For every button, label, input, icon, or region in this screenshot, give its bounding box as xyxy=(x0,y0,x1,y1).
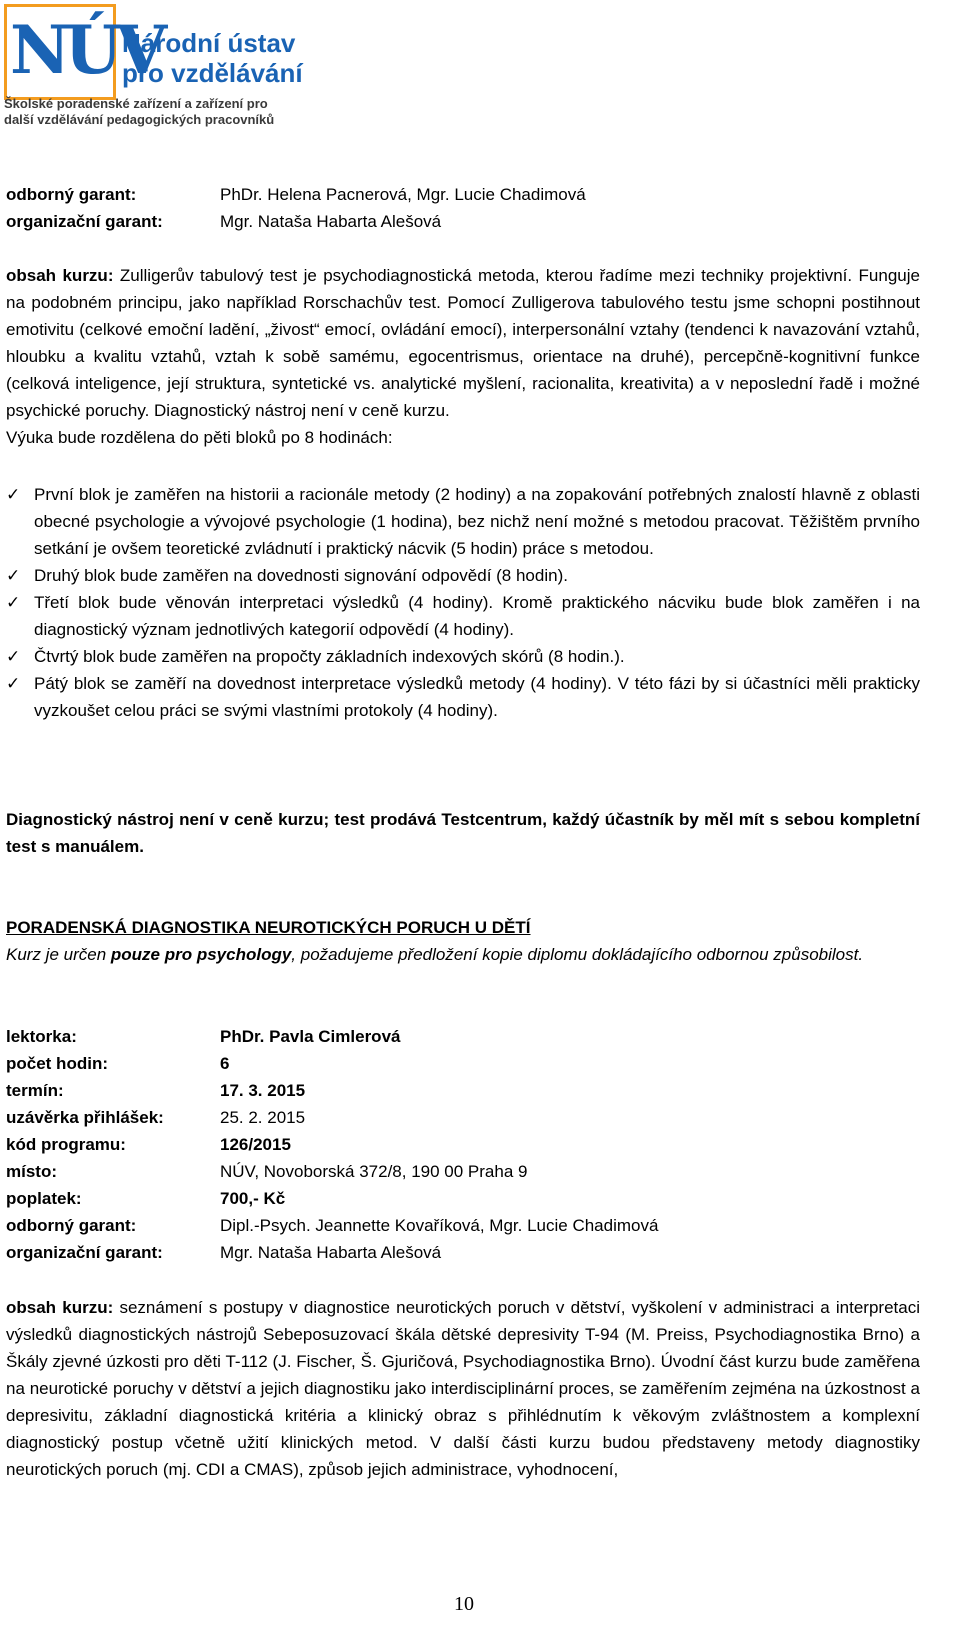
course1-division: Výuka bude rozdělena do pěti bloků po 8 hodinách: xyxy=(6,428,393,447)
content-text: seznámení s postupy v diagnostice neurotických poruch v dětství, vyškolení v administraci a interpretaci výsledků diagnostických nástrojů Sebeposuzovací škála dětské depresivity T-94 (M. Preiss, Psychodiagnostika Brno) a Škály zjevné úzkosti pro děti T-112 (J. Fischer, Š. Gjuričová, Psychodiagnostika Brno). Úvodní část kurzu bude zaměřena na neurotické poruchy v dětství a jejich diagnostiku jako interdisciplinární proces, se zaměřením zejména na úzkostnost a depresivitu, základní diagnostická kritéria a klinický obraz s přihlédnutím k věkovým zvláštnostem a komplexní diagnostický postup včetně užití klinických metod. V další části kurzu budou představeny metody diagnostiky neurotických poruch (mj. CDI a CMAS), způsob jejich administrace, vyhodnocení, xyxy=(6,1298,920,1479)
list-item xyxy=(6,589,920,643)
course2-intro xyxy=(6,941,920,968)
row-value: PhDr. Helena Pacnerová, Mgr. Lucie Chadimová xyxy=(220,185,586,204)
checkmark-icon: ✓ xyxy=(6,566,21,585)
row-label: organizační garant: xyxy=(6,212,163,231)
logo-title-line1: Národní ústav xyxy=(122,28,296,58)
row-value: NÚV, Novoborská 372/8, 190 00 Praha 9 xyxy=(220,1162,528,1181)
logo-title-line2: pro vzdělávání xyxy=(122,58,303,88)
course1-blocks-list xyxy=(6,481,920,724)
row-value: Mgr. Nataša Habarta Alešová xyxy=(220,1243,442,1262)
row-value: 6 xyxy=(220,1054,230,1073)
row-value: 25. 2. 2015 xyxy=(220,1108,306,1127)
intro-part-c: , požadujeme předložení kopie diplomu dokládajícího odbornou způsobilost. xyxy=(291,945,864,964)
logo-sub-line2: další vzdělávání pedagogických pracovníků xyxy=(4,112,275,127)
row-value: 17. 3. 2015 xyxy=(220,1081,306,1100)
list-item xyxy=(6,562,920,589)
list-item-text: Druhý blok bude zaměřen na dovednosti signování odpovědí (8 hodin). xyxy=(34,566,568,585)
intro-part-b: pouze pro psychology xyxy=(110,945,292,964)
row-value: PhDr. Pavla Cimlerová xyxy=(220,1027,401,1046)
logo-subtitle xyxy=(4,96,274,128)
logo-title xyxy=(122,28,303,88)
row-label: lektorka: xyxy=(6,1027,77,1046)
row-label: termín: xyxy=(6,1081,64,1100)
row-value: 700,- Kč xyxy=(220,1189,286,1208)
content-text: Zulligerův tabulový test je psychodiagnostická metoda, kterou řadíme mezi techniky projektivní. Funguje na podobném principu, jako například Rorschachův test. Pomocí Zulligerova tabulového testu jsme schopni postihnout emotivitu (celkové emoční ladění, „živost“ emocí, ovládání emocí), interpersonální vztahy (tendenci k navazování vztahů, hloubku a kvalitu vztahů, vztah k sobě samému, egocentrismus, orientace na druhé), percepčně-kognitivní funkce (celková inteligence, její struktura, syntetické vs. analytické myšlení, racionalita, kreativita) a v neposlední řadě i možné psychické poruchy. Diagnostický nástroj není v ceně kurzu. xyxy=(6,266,920,420)
content-label: obsah kurzu: xyxy=(6,1298,114,1317)
list-item xyxy=(6,670,920,724)
nuv-logo xyxy=(4,4,304,127)
row-label: počet hodin: xyxy=(6,1054,108,1073)
checkmark-icon: ✓ xyxy=(6,674,21,693)
checkmark-icon: ✓ xyxy=(6,593,21,612)
row-label: odborný garant: xyxy=(6,185,137,204)
content-label: obsah kurzu: xyxy=(6,266,114,285)
row-label: uzávěrka přihlášek: xyxy=(6,1108,164,1127)
course2-title: PORADENSKÁ DIAGNOSTIKA NEUROTICKÝCH PORUCH U DĚTÍ xyxy=(6,918,531,937)
course1-content xyxy=(6,262,920,451)
row-label: místo: xyxy=(6,1162,57,1181)
row-label: kód programu: xyxy=(6,1135,126,1154)
row-value: Dipl.-Psych. Jeannette Kovaříková, Mgr. Lucie Chadimová xyxy=(220,1216,659,1235)
row-label: odborný garant: xyxy=(6,1216,137,1235)
list-item-text: Třetí blok bude věnován interpretaci výsledků (4 hodiny). Kromě praktického nácviku bude blok zaměřen i na diagnostický význam jednotlivých kategorií odpovědí (4 hodiny). xyxy=(34,593,920,639)
list-item xyxy=(6,643,920,670)
row-value: 126/2015 xyxy=(220,1135,291,1154)
row-label: poplatek: xyxy=(6,1189,82,1208)
list-item-text: První blok je zaměřen na historii a racionále metody (2 hodiny) a na zopakování potřebných znalostí hlavně z oblasti obecné psychologie a vývojové psychologie (1 hodina), bez nichž není možné s metodou pracovat. Těžištěm prvního setkání je ovšem teoretické zvládnutí i praktický nácvik (5 hodin) práce s metodou. xyxy=(34,485,920,558)
row-value: Mgr. Nataša Habarta Alešová xyxy=(220,212,442,231)
course2-content xyxy=(6,1294,920,1483)
intro-part-a: Kurz je určen xyxy=(6,945,111,964)
list-item xyxy=(6,481,920,562)
course1-note: Diagnostický nástroj není v ceně kurzu; test prodává Testcentrum, každý účastník by měl mít s sebou kompletní test s manuálem. xyxy=(6,810,920,856)
logo-sub-line1: Školské poradenské zařízení a zařízení pro xyxy=(4,96,268,111)
checkmark-icon: ✓ xyxy=(6,485,21,504)
list-item-text: Čtvrtý blok bude zaměřen na propočty základních indexových skórů (8 hodin.). xyxy=(34,647,625,666)
list-item-text: Pátý blok se zaměří na dovednost interpretace výsledků metody (4 hodiny). V této fázi by si účastníci měli prakticky vyzkoušet celou práci se svými vlastními protokoly (4 hodiny). xyxy=(34,674,920,720)
page-number: 10 xyxy=(454,1593,474,1615)
row-label: organizační garant: xyxy=(6,1243,163,1262)
logo-letters: NÚV xyxy=(10,11,162,89)
checkmark-icon: ✓ xyxy=(6,647,21,666)
